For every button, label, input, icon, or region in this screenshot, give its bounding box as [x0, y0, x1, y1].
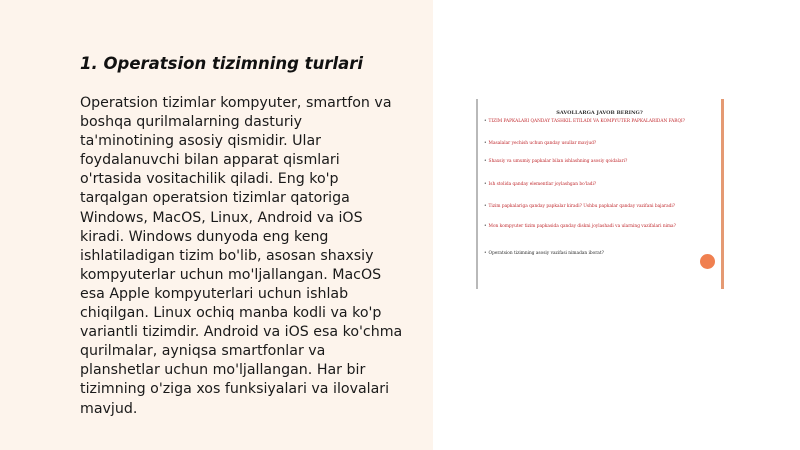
question-item	[484, 224, 704, 230]
bullet-icon: •	[484, 119, 487, 124]
question-text: Masalalar yechish uchun qanday usullar mavjud?	[488, 141, 597, 146]
body-line: Operatsion tizimlar kompyuter, smartfon va	[80, 95, 392, 111]
bullet-icon: •	[484, 159, 487, 164]
body-line: variantli tizimdir. Android va iOS esa ko'chma	[80, 324, 403, 341]
question-item	[484, 141, 704, 147]
embedded-slide-image	[476, 99, 724, 289]
body-line: mavjud.	[80, 400, 138, 417]
body-line: ishlatiladigan tizim bo'lib, asosan shaxsiy	[80, 247, 374, 264]
body-line: kiradi. Windows dunyoda eng keng	[80, 228, 329, 245]
question-item	[484, 251, 704, 257]
body-line: planshetlar uchun mo'ljallangan. Har bir	[80, 362, 366, 379]
bullet-icon: •	[484, 204, 487, 209]
bullet-icon: •	[484, 182, 487, 187]
question-item	[484, 159, 704, 165]
body-line: esa Apple kompyuterlari uchun ishlab	[80, 285, 349, 302]
body-line: chiqilgan. Linux ochiq manba kodli va ko'p	[80, 305, 382, 322]
bullet-icon: •	[484, 251, 487, 256]
body-line: boshqa qurilmalarning dasturiy	[80, 114, 302, 131]
body-line: ta'minotining asosiy qismidir. Ular	[80, 133, 321, 150]
body-line: Windows, MacOS, Linux, Android va iOS	[80, 209, 363, 226]
question-item	[484, 204, 704, 210]
question-text: Ish stolida qanday elementlar joylashgan bo'ladi?	[488, 182, 597, 187]
orange-circle-decoration	[700, 254, 715, 269]
bullet-icon: •	[484, 224, 487, 229]
embedded-slide-title: SAVOLLARGA JAVOB BERING?	[556, 110, 643, 116]
body-line: tizimning o'ziga xos funksiyalari va ilovalari	[80, 381, 390, 398]
slide-title: 1. Operatsion tizimning turlari	[80, 54, 364, 73]
body-line: tarqalgan operatsion tizimlar qatoriga	[80, 190, 350, 207]
question-text: Tizim papkalariga qanday papkalar kiradi? Ushbu papkalar qanday vazifani bajaradi?	[488, 204, 676, 209]
question-text: TIZIM PAPKALARI QANDAY TASHKIL ETILADI VA KOMPYUTER PAPKALARIDAN FARQI?	[488, 119, 686, 124]
slide-body-text	[80, 94, 425, 419]
question-text: Shaxsiy va umumiy papkalar bilan ishlashning asosiy qoidalari?	[488, 159, 628, 164]
body-line: foydalanuvchi bilan apparat qismlari	[80, 152, 340, 169]
body-line: kompyuterlar uchun mo'ljallangan. MacOS	[80, 266, 382, 283]
question-text: Operatsion tizimning asosiy vazifasi nimadan iborat?	[488, 251, 604, 256]
question-item	[484, 119, 704, 125]
question-text: Mon kompyuter tizim papkasida qanday diskni joylashadi va ularning vazifalari nima?	[488, 224, 676, 229]
body-line: o'rtasida vositachilik qiladi. Eng ko'p	[80, 171, 339, 188]
bullet-icon: •	[484, 141, 487, 146]
body-line: qurilmalar, ayniqsa smartfonlar va	[80, 343, 326, 360]
question-item	[484, 182, 704, 188]
